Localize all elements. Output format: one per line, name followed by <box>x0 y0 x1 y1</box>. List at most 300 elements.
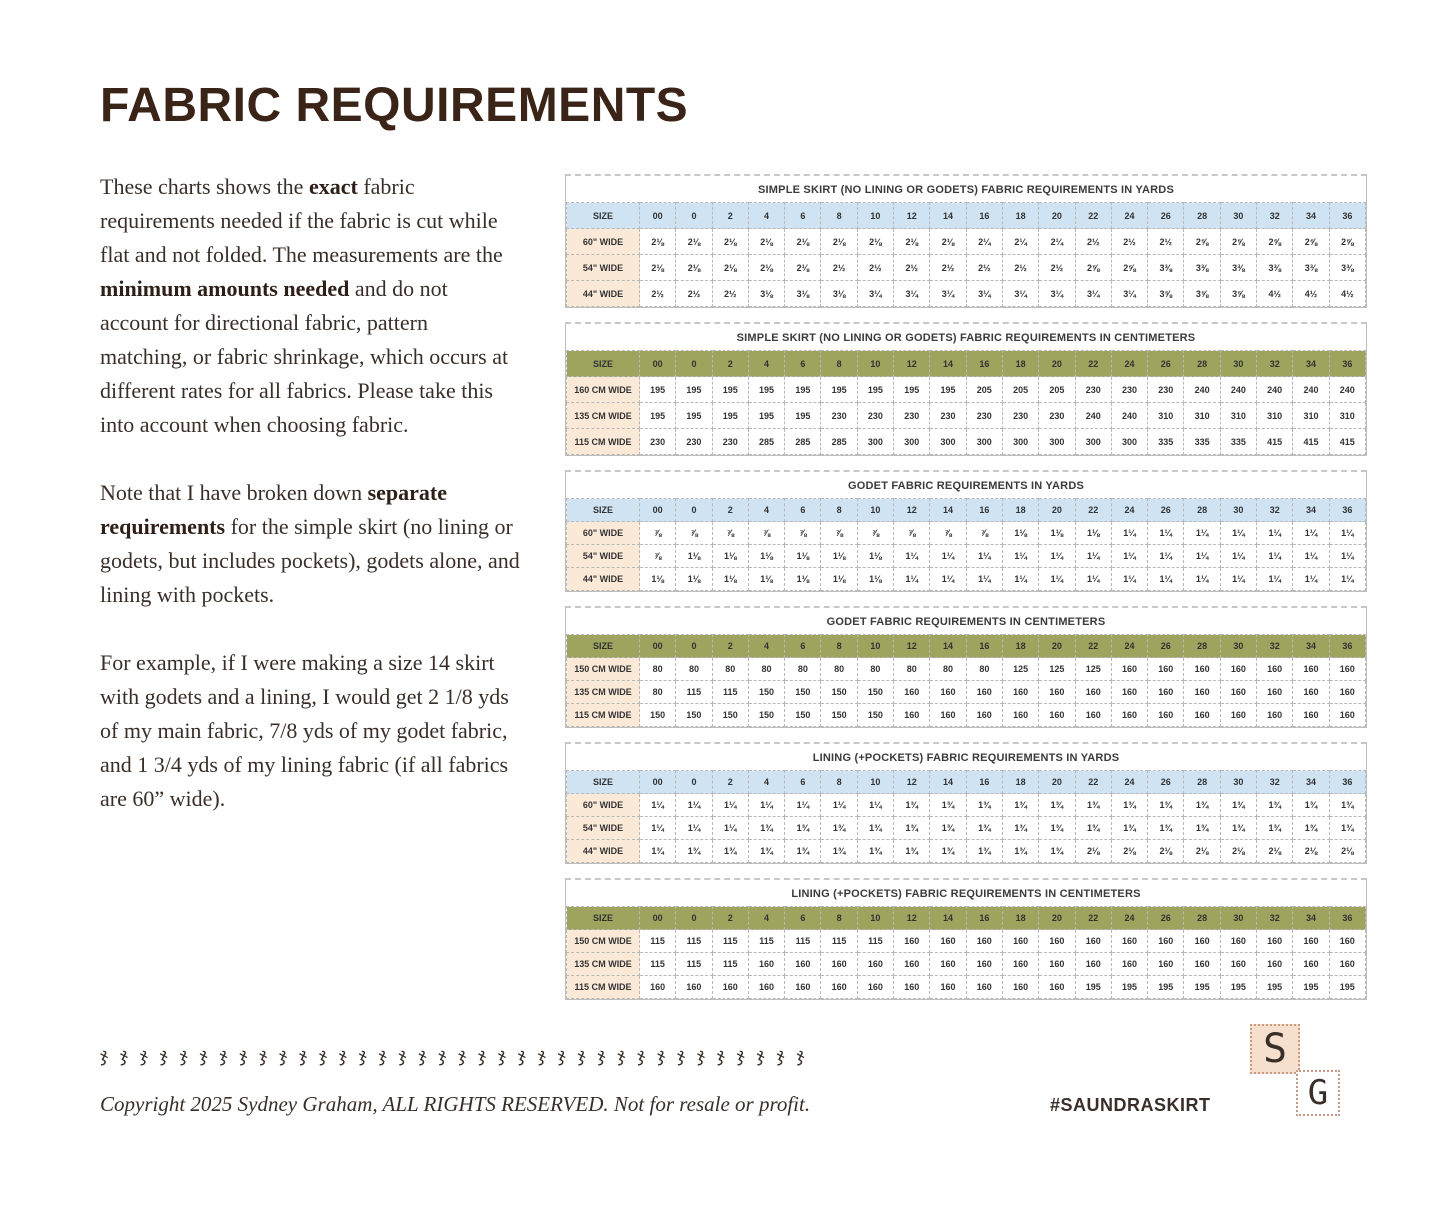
value-cell: 160 <box>1293 658 1329 681</box>
value-cell: 160 <box>1257 930 1293 953</box>
size-cell: 4 <box>748 771 784 794</box>
value-cell: 80 <box>640 658 676 681</box>
value-cell: 195 <box>640 377 676 403</box>
value-cell: 230 <box>930 403 966 429</box>
size-cell: 28 <box>1184 635 1220 658</box>
size-cell: 16 <box>966 771 1002 794</box>
value-cell: 160 <box>1039 681 1075 704</box>
bold-text: separate requirements <box>100 480 448 539</box>
value-cell: 2½ <box>857 255 893 281</box>
value-cell: ⅞ <box>966 522 1002 545</box>
value-cell: 1⅛ <box>821 545 857 568</box>
value-cell: 300 <box>857 429 893 455</box>
value-cell: 1¼ <box>640 794 676 817</box>
value-cell: 3¼ <box>894 281 930 307</box>
value-cell: 1¾ <box>1329 794 1365 817</box>
value-cell: 1¾ <box>930 794 966 817</box>
value-cell: 240 <box>1220 377 1256 403</box>
value-cell: 160 <box>676 976 712 999</box>
value-cell: 160 <box>966 704 1002 727</box>
value-cell: 2¼ <box>1002 229 1038 255</box>
width-label-cell: 44" WIDE <box>567 281 640 307</box>
value-cell: 310 <box>1148 403 1184 429</box>
size-cell: 34 <box>1293 771 1329 794</box>
value-cell: 160 <box>1184 930 1220 953</box>
value-cell: 3⅛ <box>785 281 821 307</box>
requirements-table <box>565 322 1367 456</box>
intro-paragraph-3: For example, if I were making a size 14 skirt with godets and a lining, I would get 2 1/8 yds of my main fabric, 7/8 yds of my godet fabric, and 1 3/4 yds of my lining fabric (if all fabrics are 60” wide). <box>100 650 509 811</box>
value-cell: 1⅛ <box>1039 522 1075 545</box>
value-cell: 160 <box>1184 953 1220 976</box>
size-cell: 8 <box>821 499 857 522</box>
width-label-cell: 160 CM WIDE <box>567 377 640 403</box>
value-cell: 160 <box>785 953 821 976</box>
value-cell: 150 <box>676 704 712 727</box>
value-cell: 2⅛ <box>640 229 676 255</box>
width-label-cell: 150 CM WIDE <box>567 930 640 953</box>
table-header-row <box>567 907 1366 930</box>
value-cell: 115 <box>712 930 748 953</box>
value-cell: 195 <box>821 377 857 403</box>
value-cell: 3¼ <box>1002 281 1038 307</box>
table-grid <box>566 906 1366 999</box>
value-cell: 205 <box>1002 377 1038 403</box>
table-title: SIMPLE SKIRT (NO LINING OR GODETS) FABRIC REQUIREMENTS IN YARDS <box>758 184 1174 196</box>
value-cell: 150 <box>857 681 893 704</box>
value-cell: 115 <box>640 953 676 976</box>
value-cell: 2⅝ <box>1075 255 1111 281</box>
size-cell: 24 <box>1111 635 1147 658</box>
value-cell: 1¼ <box>1111 522 1147 545</box>
text-segment: These charts shows the <box>100 174 309 199</box>
value-cell: 310 <box>1293 403 1329 429</box>
table-row <box>567 658 1366 681</box>
table-row <box>567 522 1366 545</box>
requirements-table <box>565 742 1367 864</box>
size-cell: 0 <box>676 635 712 658</box>
size-cell: 14 <box>930 203 966 229</box>
value-cell: 1⅛ <box>712 568 748 591</box>
value-cell: 160 <box>857 976 893 999</box>
value-cell: ⅞ <box>894 522 930 545</box>
size-cell: 22 <box>1075 351 1111 377</box>
value-cell: 310 <box>1329 403 1365 429</box>
value-cell: 1¼ <box>1075 545 1111 568</box>
size-cell: 22 <box>1075 499 1111 522</box>
requirements-table <box>565 606 1367 728</box>
value-cell: 2½ <box>676 281 712 307</box>
value-cell: 2⅛ <box>712 229 748 255</box>
value-cell: 1¾ <box>712 840 748 863</box>
value-cell: 1¾ <box>1220 794 1256 817</box>
table-row <box>567 704 1366 727</box>
value-cell: 2⅝ <box>1220 229 1256 255</box>
value-cell: 2⅛ <box>712 255 748 281</box>
value-cell: 160 <box>1220 658 1256 681</box>
size-header-cell: SIZE <box>567 499 640 522</box>
value-cell: 2⅛ <box>1184 840 1220 863</box>
value-cell: 1¼ <box>894 568 930 591</box>
value-cell: 1¾ <box>1002 794 1038 817</box>
value-cell: 115 <box>712 681 748 704</box>
table-row <box>567 953 1366 976</box>
value-cell: 1¼ <box>712 794 748 817</box>
value-cell: 1⅛ <box>676 545 712 568</box>
value-cell: 1¼ <box>1329 522 1365 545</box>
size-cell: 36 <box>1329 771 1365 794</box>
value-cell: 1¾ <box>640 840 676 863</box>
value-cell: 160 <box>1111 704 1147 727</box>
value-cell: 1⅛ <box>712 545 748 568</box>
width-label-cell: 44" WIDE <box>567 840 640 863</box>
value-cell: 160 <box>1075 953 1111 976</box>
size-header-cell: SIZE <box>567 907 640 930</box>
value-cell: 160 <box>1111 658 1147 681</box>
value-cell: 150 <box>821 704 857 727</box>
size-cell: 26 <box>1148 771 1184 794</box>
value-cell: 195 <box>1220 976 1256 999</box>
value-cell: 2⅝ <box>1293 229 1329 255</box>
text-segment: Note that I have broken down <box>100 480 368 505</box>
size-cell: 12 <box>894 907 930 930</box>
table-row <box>567 429 1366 455</box>
value-cell: 160 <box>930 976 966 999</box>
value-cell: 160 <box>1293 953 1329 976</box>
table-row <box>567 545 1366 568</box>
value-cell: 160 <box>857 953 893 976</box>
value-cell: 415 <box>1329 429 1365 455</box>
value-cell: 230 <box>1111 377 1147 403</box>
value-cell: 1¼ <box>1111 568 1147 591</box>
value-cell: 1¾ <box>748 817 784 840</box>
value-cell: 2½ <box>1039 255 1075 281</box>
table-row <box>567 976 1366 999</box>
value-cell: 300 <box>1039 429 1075 455</box>
value-cell: 1¼ <box>930 568 966 591</box>
value-cell: 160 <box>930 681 966 704</box>
value-cell: 230 <box>676 429 712 455</box>
size-cell: 34 <box>1293 635 1329 658</box>
value-cell: 1⅛ <box>676 568 712 591</box>
width-label-cell: 60" WIDE <box>567 794 640 817</box>
value-cell: 160 <box>1002 704 1038 727</box>
value-cell: 1¼ <box>894 545 930 568</box>
value-cell: 3¼ <box>1075 281 1111 307</box>
value-cell: 310 <box>1184 403 1220 429</box>
value-cell: 1¼ <box>712 817 748 840</box>
value-cell: 150 <box>785 704 821 727</box>
size-cell: 14 <box>930 635 966 658</box>
size-cell: 8 <box>821 635 857 658</box>
value-cell: 160 <box>1111 930 1147 953</box>
value-cell: 195 <box>857 377 893 403</box>
table-header-row <box>567 635 1366 658</box>
size-cell: 26 <box>1148 203 1184 229</box>
value-cell: 3⅜ <box>1293 255 1329 281</box>
value-cell: 2⅝ <box>1329 229 1365 255</box>
value-cell: 160 <box>785 976 821 999</box>
size-cell: 4 <box>748 351 784 377</box>
table-title: GODET FABRIC REQUIREMENTS IN YARDS <box>848 480 1084 492</box>
size-cell: 6 <box>785 907 821 930</box>
value-cell: 2½ <box>930 255 966 281</box>
size-cell: 2 <box>712 203 748 229</box>
size-cell: 6 <box>785 203 821 229</box>
width-label-cell: 115 CM WIDE <box>567 976 640 999</box>
size-cell: 2 <box>712 771 748 794</box>
value-cell: 1¼ <box>1329 545 1365 568</box>
value-cell: 160 <box>1184 658 1220 681</box>
value-cell: 3⅜ <box>1257 255 1293 281</box>
value-cell: 1¼ <box>966 545 1002 568</box>
value-cell: ⅞ <box>821 522 857 545</box>
value-cell: 160 <box>1002 976 1038 999</box>
size-cell: 6 <box>785 351 821 377</box>
value-cell: 3¼ <box>1039 281 1075 307</box>
size-cell: 12 <box>894 203 930 229</box>
bold-text: exact <box>308 174 358 199</box>
value-cell: 230 <box>712 429 748 455</box>
value-cell: 230 <box>894 403 930 429</box>
value-cell: 1¼ <box>1039 568 1075 591</box>
value-cell: 1¼ <box>1075 568 1111 591</box>
value-cell: 2½ <box>821 255 857 281</box>
value-cell: 240 <box>1329 377 1365 403</box>
size-cell: 32 <box>1257 771 1293 794</box>
table-grid <box>566 498 1366 591</box>
value-cell: 2⅛ <box>821 229 857 255</box>
width-label-cell: 115 CM WIDE <box>567 704 640 727</box>
size-cell: 34 <box>1293 203 1329 229</box>
value-cell: 125 <box>1002 658 1038 681</box>
value-cell: 160 <box>1257 658 1293 681</box>
width-label-cell: 60" WIDE <box>567 229 640 255</box>
value-cell: 1¾ <box>1184 817 1220 840</box>
size-cell: 34 <box>1293 499 1329 522</box>
size-cell: 10 <box>857 203 893 229</box>
value-cell: 115 <box>821 930 857 953</box>
size-cell: 00 <box>640 203 676 229</box>
value-cell: 285 <box>748 429 784 455</box>
value-cell: 205 <box>966 377 1002 403</box>
value-cell: 2⅛ <box>857 229 893 255</box>
size-cell: 24 <box>1111 907 1147 930</box>
size-cell: 30 <box>1220 351 1256 377</box>
value-cell: 1¼ <box>1220 568 1256 591</box>
value-cell: 160 <box>1148 930 1184 953</box>
size-cell: 30 <box>1220 771 1256 794</box>
value-cell: 1¼ <box>1293 522 1329 545</box>
value-cell: 150 <box>748 681 784 704</box>
value-cell: 1¾ <box>930 817 966 840</box>
value-cell: 160 <box>1148 658 1184 681</box>
width-label-cell: 54" WIDE <box>567 545 640 568</box>
value-cell: 1¾ <box>1111 794 1147 817</box>
value-cell: 160 <box>1184 704 1220 727</box>
value-cell: 2⅛ <box>1220 840 1256 863</box>
size-header-cell: SIZE <box>567 351 640 377</box>
table-row <box>567 281 1366 307</box>
value-cell: 1¼ <box>966 568 1002 591</box>
value-cell: 195 <box>676 377 712 403</box>
value-cell: 300 <box>1002 429 1038 455</box>
value-cell: 1¾ <box>748 840 784 863</box>
value-cell: 1⅛ <box>1075 522 1111 545</box>
size-cell: 34 <box>1293 907 1329 930</box>
value-cell: 1¼ <box>1329 568 1365 591</box>
value-cell: 4½ <box>1293 281 1329 307</box>
size-cell: 14 <box>930 907 966 930</box>
value-cell: 2⅛ <box>1257 840 1293 863</box>
width-label-cell: 44" WIDE <box>567 568 640 591</box>
value-cell: 3¼ <box>966 281 1002 307</box>
value-cell: 285 <box>785 429 821 455</box>
value-cell: 1¼ <box>1293 568 1329 591</box>
value-cell: 415 <box>1293 429 1329 455</box>
table-grid <box>566 202 1366 307</box>
value-cell: 80 <box>821 658 857 681</box>
size-cell: 28 <box>1184 907 1220 930</box>
value-cell: 2⅝ <box>1111 255 1147 281</box>
value-cell: 3⅛ <box>748 281 784 307</box>
text-segment: fabric requirements needed if the fabric is cut while flat and not folded. The measurements are the <box>100 174 503 267</box>
value-cell: 1¾ <box>821 817 857 840</box>
value-cell: 80 <box>676 658 712 681</box>
value-cell: 1¾ <box>894 840 930 863</box>
value-cell: 160 <box>894 930 930 953</box>
value-cell: 150 <box>712 704 748 727</box>
size-cell: 24 <box>1111 499 1147 522</box>
copyright-text: Copyright 2025 Sydney Graham, ALL RIGHTS RESERVED. Not for resale or profit. <box>100 1092 811 1116</box>
value-cell: 1¾ <box>1075 794 1111 817</box>
size-cell: 00 <box>640 771 676 794</box>
value-cell: 115 <box>676 953 712 976</box>
size-cell: 4 <box>748 907 784 930</box>
value-cell: 1¾ <box>821 840 857 863</box>
value-cell: 1¼ <box>1220 545 1256 568</box>
size-cell: 36 <box>1329 907 1365 930</box>
size-header-cell: SIZE <box>567 203 640 229</box>
size-cell: 20 <box>1039 499 1075 522</box>
value-cell: 2⅛ <box>1148 840 1184 863</box>
width-label-cell: 135 CM WIDE <box>567 953 640 976</box>
requirements-table <box>565 174 1367 308</box>
requirements-tables <box>565 174 1367 1014</box>
value-cell: 1¼ <box>748 794 784 817</box>
table-row <box>567 794 1366 817</box>
size-cell: 0 <box>676 907 712 930</box>
value-cell: 335 <box>1184 429 1220 455</box>
value-cell: 1¾ <box>1329 817 1365 840</box>
page-title: FABRIC REQUIREMENTS <box>100 79 689 132</box>
width-label-cell: 60" WIDE <box>567 522 640 545</box>
size-cell: 18 <box>1002 203 1038 229</box>
value-cell: 115 <box>748 930 784 953</box>
size-cell: 32 <box>1257 635 1293 658</box>
width-label-cell: 150 CM WIDE <box>567 658 640 681</box>
value-cell: 1⅛ <box>785 545 821 568</box>
value-cell: 1⅛ <box>748 568 784 591</box>
value-cell: 80 <box>966 658 1002 681</box>
value-cell: 1¼ <box>1184 545 1220 568</box>
value-cell: 160 <box>894 681 930 704</box>
value-cell: 2⅝ <box>1257 229 1293 255</box>
logo-g: G <box>1296 1070 1340 1116</box>
decorative-bow-border: ჯ ჯ ჯ ჯ ჯ ჯ ჯ ჯ ჯ ჯ ჯ ჯ ჯ ჯ ჯ ჯ ჯ ჯ ჯ ჯ ჯ ჯ ჯ ჯ ჯ ჯ ჯ ჯ ჯ ჯ ჯ ჯ ჯ ჯ ჯ ჯ <box>100 1045 808 1066</box>
value-cell: 195 <box>1075 976 1111 999</box>
value-cell: 1¼ <box>1257 568 1293 591</box>
value-cell: 2⅛ <box>785 229 821 255</box>
intro-paragraph-1 <box>100 170 520 442</box>
value-cell: 160 <box>1329 704 1365 727</box>
value-cell: 2½ <box>1148 229 1184 255</box>
size-cell: 00 <box>640 907 676 930</box>
size-cell: 30 <box>1220 499 1256 522</box>
value-cell: 160 <box>1329 930 1365 953</box>
size-cell: 10 <box>857 635 893 658</box>
value-cell: 310 <box>1257 403 1293 429</box>
value-cell: ⅞ <box>640 545 676 568</box>
value-cell: 1¼ <box>1184 568 1220 591</box>
size-cell: 18 <box>1002 907 1038 930</box>
size-cell: 22 <box>1075 771 1111 794</box>
value-cell: 2⅝ <box>1184 229 1220 255</box>
value-cell: 230 <box>821 403 857 429</box>
table-row <box>567 817 1366 840</box>
table-header-row <box>567 499 1366 522</box>
value-cell: 1¾ <box>1148 794 1184 817</box>
size-cell: 6 <box>785 499 821 522</box>
value-cell: 3⅜ <box>1329 255 1365 281</box>
value-cell: 310 <box>1220 403 1256 429</box>
value-cell: 80 <box>785 658 821 681</box>
value-cell: 160 <box>821 976 857 999</box>
value-cell: 1¾ <box>1039 817 1075 840</box>
value-cell: 160 <box>930 930 966 953</box>
value-cell: 1¾ <box>1111 817 1147 840</box>
value-cell: 1¾ <box>1257 794 1293 817</box>
value-cell: 1¼ <box>1002 545 1038 568</box>
table-row <box>567 377 1366 403</box>
value-cell: 2⅛ <box>894 229 930 255</box>
size-cell: 00 <box>640 351 676 377</box>
value-cell: 160 <box>1039 704 1075 727</box>
size-cell: 2 <box>712 499 748 522</box>
value-cell: 2⅛ <box>930 229 966 255</box>
size-cell: 8 <box>821 203 857 229</box>
value-cell: 160 <box>1329 681 1365 704</box>
size-cell: 16 <box>966 635 1002 658</box>
value-cell: 1¾ <box>1184 794 1220 817</box>
requirements-table <box>565 470 1367 592</box>
size-cell: 20 <box>1039 203 1075 229</box>
size-cell: 10 <box>857 351 893 377</box>
size-cell: 00 <box>640 499 676 522</box>
value-cell: 240 <box>1075 403 1111 429</box>
value-cell: 80 <box>712 658 748 681</box>
value-cell: 2½ <box>640 281 676 307</box>
size-cell: 36 <box>1329 351 1365 377</box>
value-cell: 80 <box>930 658 966 681</box>
size-cell: 4 <box>748 635 784 658</box>
width-label-cell: 54" WIDE <box>567 817 640 840</box>
size-cell: 36 <box>1329 499 1365 522</box>
value-cell: 160 <box>894 976 930 999</box>
value-cell: 160 <box>712 976 748 999</box>
value-cell: 80 <box>748 658 784 681</box>
value-cell: 4½ <box>1257 281 1293 307</box>
value-cell: 2⅛ <box>676 255 712 281</box>
